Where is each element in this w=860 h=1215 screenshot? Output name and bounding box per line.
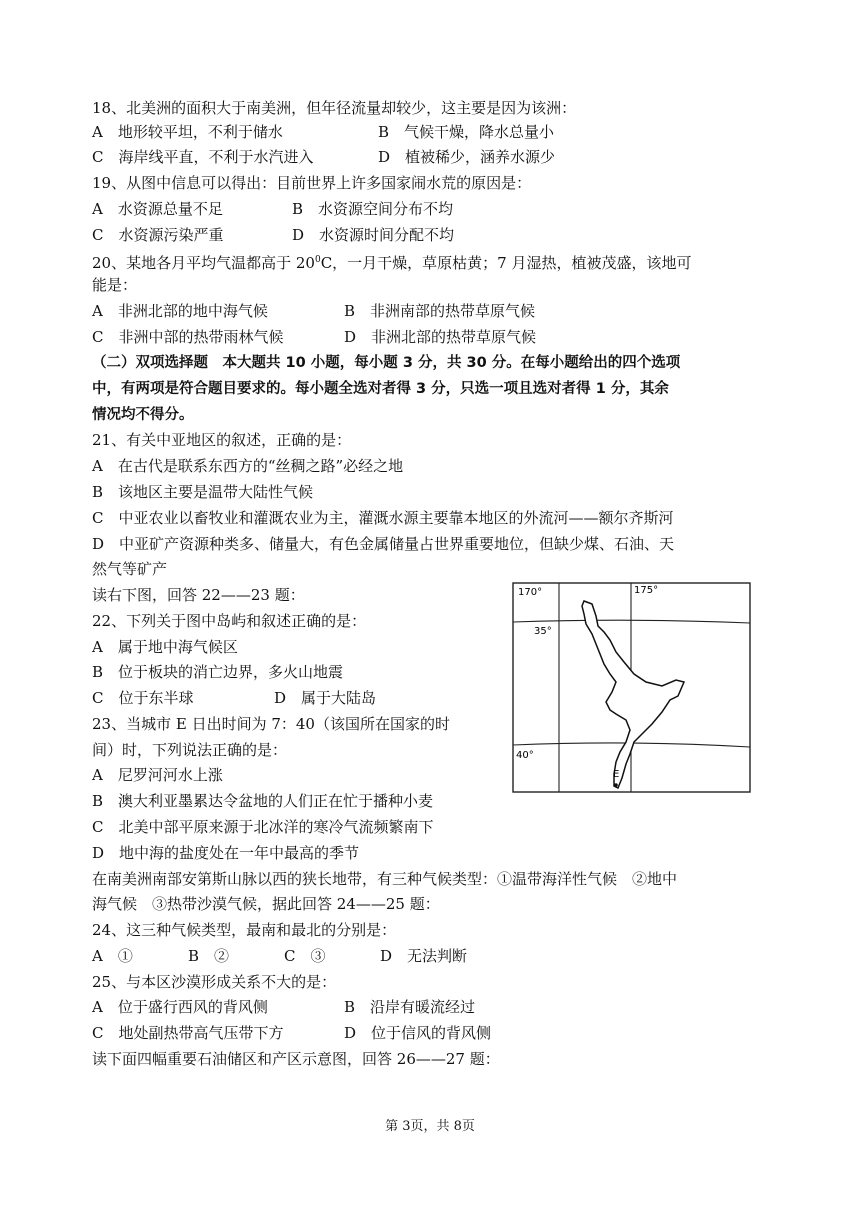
q20-option-d: D 非洲北部的热带草原气候 [344,328,537,346]
q23-option-a: A 尼罗河河水上涨 [92,766,223,784]
q24-option-d: D 无法判断 [380,947,468,965]
q24-option-c: C ③ [284,947,326,965]
q21-option-d-cont: 然气等矿产 [92,560,168,578]
intro24-line1: 在南美洲南部安第斯山脉以西的狭长地带，有三种气候类型：①温带海洋性气候 ②地中 [92,870,678,888]
q23-option-d: D 地中海的盐度处在一年中最高的季节 [92,844,360,862]
q21-option-b: B 该地区主要是温带大陆性气候 [92,483,314,501]
q25-option-d: D 位于信风的背风侧 [344,1024,492,1042]
q19-stem: 19、从图中信息可以得出：目前世界上许多国家闹水荒的原因是： [92,174,532,192]
q22-stem: 22、下列关于图中岛屿和叙述正确的是： [92,612,367,630]
page-footer: 第 3页，共 8页 [385,1119,475,1134]
q20-stem-post: C，一月干燥，草原枯黄；7 月湿热，植被茂盛，该地可 [320,254,692,272]
q20-option-b: B 非洲南部的热带草原气候 [344,302,536,320]
q25-option-b: B 沿岸有暖流经过 [344,998,476,1016]
q24-stem: 24、这三种气候类型，最南和最北的分别是： [92,921,397,939]
q25-option-c: C 地处副热带高气压带下方 [92,1024,284,1042]
q25-option-a: A 位于盛行西风的背风侧 [92,998,268,1016]
q22-option-a: A 属于地中海气候区 [92,638,238,656]
q23-option-b: B 澳大利亚墨累达令盆地的人们正在忙于播种小麦 [92,792,434,810]
q18-option-b: B 气候干燥，降水总量小 [378,123,555,141]
q20-stem [92,249,691,274]
label-40: 40° [516,750,534,761]
read26-instruction: 读下面四幅重要石油储区和产区示意图，回答 26——27 题： [92,1050,500,1068]
q20-stem-degree: 0 [314,255,321,265]
q18-option-c: C 海岸线平直，不利于水汽进入 [92,148,314,166]
q20-stem-pre: 20、某地各月平均气温都高于 20 [92,254,315,272]
q22-option-d: D 属于大陆岛 [274,689,377,707]
read-map-instruction: 读右下图，回答 22——23 题： [92,586,305,604]
city-e-dot [614,783,618,787]
label-175: 175° [634,585,659,596]
q18-option-d: D 植被稀少，涵养水源少 [378,148,556,166]
q21-option-a: A 在古代是联系东西方的“丝稠之路”必经之地 [92,457,404,475]
section2-line3: 情况均不得分。 [92,407,194,423]
q21-stem: 21、有关中亚地区的叙述，正确的是： [92,431,352,449]
q20-stem-line2: 能是： [92,276,138,294]
q23-option-c: C 北美中部平原来源于北冰洋的寒冷气流频繁南下 [92,818,434,836]
q18-option-a: A 地形较平坦，不利于储水 [92,123,283,141]
q19-option-b: B 水资源空间分布不均 [292,200,454,218]
q23-stem: 23、当城市 E 日出时间为 7：40（该国所在国家的时 [92,715,450,733]
q18-stem: 18、北美洲的面积大于南美洲，但年径流量却较少，这主要是因为该洲： [92,99,577,117]
q20-option-a: A 非洲北部的地中海气候 [92,302,268,320]
q24-option-b: B ② [188,947,230,965]
q19-option-a: A 水资源总量不足 [92,200,223,218]
label-170: 170° [518,587,543,598]
q19-option-d: D 水资源时间分配不均 [292,226,455,244]
section2-line1: （二）双项选择题 本大题共 10 小题，每小题 3 分，共 30 分。在每小题给出的四个选项 [92,355,681,371]
section2-line2: 中，有两项是符合题目要求的。每小题全选对者得 3 分，只选一项且选对者得 1 分，其余 [92,381,669,397]
q20-option-c: C 非洲中部的热带雨林气候 [92,328,284,346]
q21-option-d: D 中亚矿产资源种类多、储量大，有色金属储量占世界重要地位，但缺少煤、石油、天 [92,535,675,553]
q22-option-b: B 位于板块的消亡边界，多火山地震 [92,663,344,681]
q21-option-c: C 中亚农业以畜牧业和灌溉农业为主，灌溉水源主要靠本地区的外流河——额尔齐斯河 [92,509,674,527]
q22-option-c: C 位于东半球 [92,689,194,707]
intro24-line2: 海气候 ③热带沙漠气候，据此回答 24——25 题： [92,895,440,913]
city-e-label: E [613,769,620,780]
new-zealand-map [512,582,752,794]
q25-stem: 25、与本区沙漠形成关系不大的是： [92,973,337,991]
label-35: 35° [534,626,552,637]
q24-option-a: A ① [92,947,133,965]
q19-option-c: C 水资源污染严重 [92,226,224,244]
q23-stem-cont: 间）时，下列说法正确的是： [92,741,288,759]
